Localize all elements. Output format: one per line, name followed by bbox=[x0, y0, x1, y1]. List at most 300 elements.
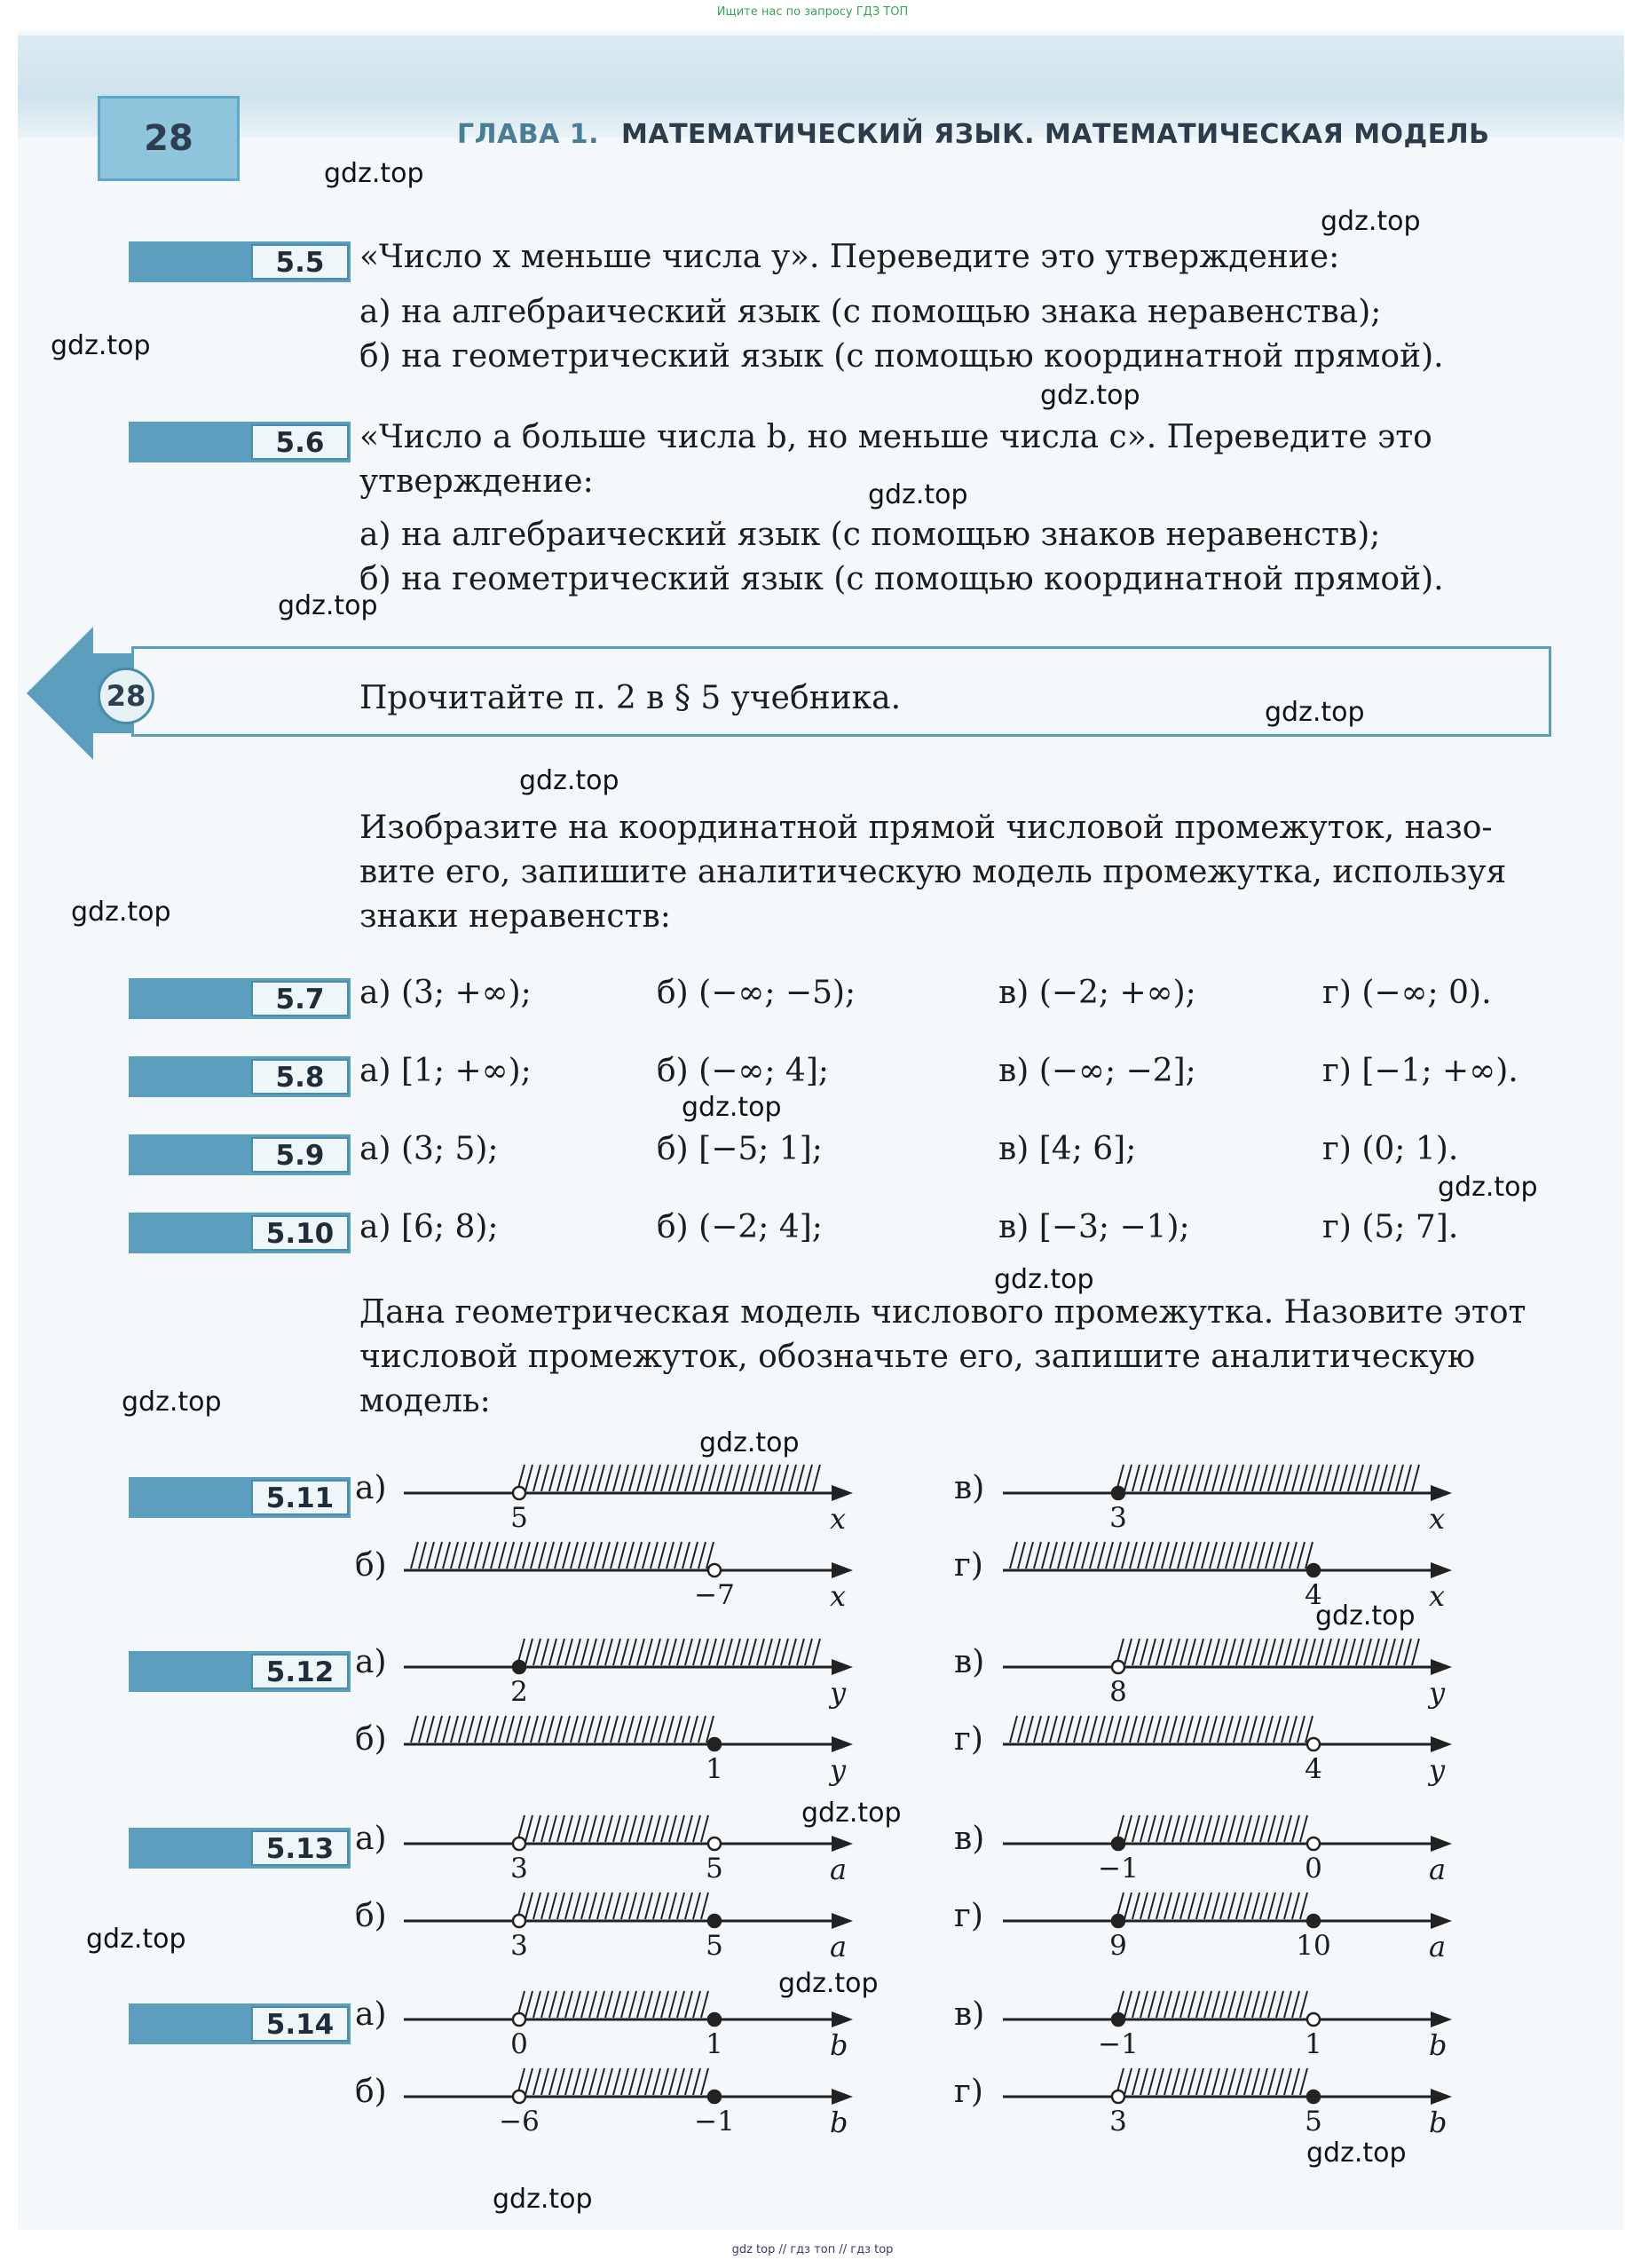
hatch-mark bbox=[1404, 1465, 1411, 1491]
hatch-mark bbox=[1332, 1639, 1339, 1665]
hatch-mark bbox=[1180, 1465, 1187, 1491]
hatch-mark bbox=[1204, 1465, 1211, 1491]
problem-5-5-text: «Число x меньше числа y». Переведите это утверждение: bbox=[359, 239, 1340, 275]
hatch-mark bbox=[565, 1639, 572, 1665]
hatch-mark bbox=[605, 1465, 612, 1491]
hatch-mark bbox=[1156, 2068, 1164, 2095]
problem-number: 5.11 bbox=[251, 1480, 349, 1515]
problem-5-6-text-2: утверждение: bbox=[359, 463, 594, 500]
hatch-mark bbox=[547, 1542, 554, 1569]
tick-label: 5 bbox=[706, 1930, 723, 1962]
hatch-mark bbox=[797, 1639, 804, 1665]
number-line bbox=[1003, 1984, 1464, 2064]
hatch-mark bbox=[597, 2068, 604, 2095]
tick-label: 0 bbox=[1305, 1853, 1322, 1885]
hatch-mark bbox=[773, 1465, 780, 1491]
hatch-mark bbox=[603, 1542, 610, 1569]
hatch-mark bbox=[1252, 1639, 1259, 1665]
closed-point bbox=[1112, 1487, 1124, 1499]
hatch-mark bbox=[677, 1639, 684, 1665]
problem-number: 5.6 bbox=[251, 424, 349, 460]
hatch-mark bbox=[1164, 2068, 1171, 2095]
open-point bbox=[513, 1915, 525, 1927]
hatch-mark bbox=[1148, 1991, 1156, 2018]
hatch-mark bbox=[573, 2068, 580, 2095]
hatch-mark bbox=[1268, 2068, 1275, 2095]
hatch-mark bbox=[1220, 1815, 1227, 1842]
hatch-mark bbox=[797, 1465, 804, 1491]
axis-variable-label: y bbox=[830, 1676, 847, 1710]
hatch-mark bbox=[1196, 1815, 1203, 1842]
open-point bbox=[1307, 1738, 1320, 1750]
hatch-mark bbox=[685, 1465, 692, 1491]
reference-text: Прочитайте п. 2 в § 5 учебника. bbox=[359, 680, 902, 716]
hatch-mark bbox=[515, 1542, 522, 1569]
hatch-mark bbox=[1130, 1542, 1137, 1569]
hatch-mark bbox=[685, 1815, 692, 1842]
hatch-mark bbox=[1098, 1716, 1105, 1742]
item-d: г) (0; 1). bbox=[1322, 1131, 1459, 1167]
hatch-mark bbox=[1274, 1716, 1281, 1742]
problem-5-6-a: а) на алгебраический язык (с помощью знаков неравенств); bbox=[359, 517, 1381, 553]
tick-label: −6 bbox=[499, 2106, 540, 2138]
chapter-title bbox=[457, 119, 1490, 150]
hatch-mark bbox=[1220, 1991, 1227, 2018]
hatch-mark bbox=[1292, 1893, 1299, 1919]
hatch-mark bbox=[1172, 1991, 1179, 2018]
hatch-mark bbox=[1244, 1639, 1251, 1665]
hatch-mark bbox=[1276, 2068, 1283, 2095]
hatch-mark bbox=[749, 1639, 756, 1665]
hatch-mark bbox=[1162, 1542, 1169, 1569]
hatch-mark bbox=[733, 1639, 740, 1665]
instruction-1-line-3: знаки неравенств: bbox=[359, 898, 671, 935]
hatch-mark bbox=[597, 1815, 604, 1842]
hatch-mark bbox=[1146, 1716, 1153, 1742]
open-point bbox=[513, 1487, 525, 1499]
hatch-mark bbox=[1340, 1639, 1347, 1665]
hatch-mark bbox=[1074, 1716, 1081, 1742]
hatch-mark bbox=[685, 2068, 692, 2095]
hatch-mark bbox=[603, 1716, 610, 1742]
hatch-mark bbox=[613, 1893, 620, 1919]
tick-label: 3 bbox=[1109, 2106, 1127, 2138]
problem-label bbox=[129, 1651, 351, 1692]
item-d: г) [−1; +∞). bbox=[1322, 1053, 1519, 1089]
hatch-mark bbox=[451, 1716, 458, 1742]
hatch-mark bbox=[781, 1639, 788, 1665]
axis-variable-label: x bbox=[830, 1579, 847, 1613]
hatch-mark bbox=[765, 1465, 772, 1491]
hatch-mark bbox=[573, 1815, 580, 1842]
hatch-mark bbox=[571, 1542, 578, 1569]
hatch-mark bbox=[541, 1991, 548, 2018]
hatch-mark bbox=[557, 1815, 564, 1842]
hatch-mark bbox=[629, 1815, 636, 1842]
hatch-mark bbox=[1340, 1465, 1347, 1491]
hatch-mark bbox=[427, 1716, 434, 1742]
hatch-mark bbox=[685, 1893, 692, 1919]
hatch-mark bbox=[523, 1542, 530, 1569]
hatch-mark bbox=[661, 1815, 668, 1842]
hatch-mark bbox=[1202, 1716, 1209, 1742]
hatch-mark bbox=[1260, 1893, 1267, 1919]
hatch-mark bbox=[1282, 1542, 1289, 1569]
hatch-mark bbox=[589, 1893, 596, 1919]
tick-label: 3 bbox=[510, 1853, 528, 1885]
hatch-mark bbox=[1140, 1465, 1148, 1491]
problem-number: 5.7 bbox=[251, 981, 349, 1016]
hatch-mark bbox=[1122, 1542, 1129, 1569]
hatch-mark bbox=[645, 2068, 652, 2095]
hatch-mark bbox=[717, 1639, 724, 1665]
hatch-mark bbox=[1252, 1815, 1259, 1842]
watermark: gdz.top bbox=[1265, 697, 1365, 728]
hatch-mark bbox=[1250, 1542, 1257, 1569]
hatch-mark bbox=[1298, 1716, 1305, 1742]
hatch-mark bbox=[1124, 1639, 1132, 1665]
hatch-mark bbox=[541, 1639, 548, 1665]
hatch-mark bbox=[531, 1716, 538, 1742]
hatch-mark bbox=[1122, 1716, 1129, 1742]
item-label: а) bbox=[355, 1470, 387, 1506]
hatch-mark bbox=[1332, 1465, 1339, 1491]
hatch-mark bbox=[1300, 2068, 1307, 2095]
hatch-mark bbox=[1194, 1716, 1201, 1742]
hatch-mark bbox=[525, 1893, 532, 1919]
problem-label bbox=[129, 1134, 351, 1175]
hatch-mark bbox=[629, 1991, 636, 2018]
hatch-mark bbox=[539, 1542, 546, 1569]
hatch-mark bbox=[1132, 1893, 1140, 1919]
hatch-mark bbox=[1292, 1465, 1299, 1491]
hatch-mark bbox=[1220, 2068, 1227, 2095]
hatch-mark bbox=[563, 1716, 570, 1742]
hatch-mark bbox=[467, 1716, 474, 1742]
hatch-mark bbox=[1010, 1716, 1017, 1742]
hatch-mark bbox=[637, 1815, 644, 1842]
hatch-mark bbox=[605, 2068, 612, 2095]
hatch-mark bbox=[1114, 1716, 1121, 1742]
hatch-mark bbox=[667, 1716, 674, 1742]
hatch-mark bbox=[813, 1465, 820, 1491]
hatch-mark bbox=[563, 1542, 570, 1569]
problem-5-5-a: а) на алгебраический язык (с помощью знака неравенства); bbox=[359, 294, 1382, 330]
axis-arrow-icon bbox=[832, 2089, 853, 2105]
hatch-mark bbox=[587, 1542, 594, 1569]
hatch-mark bbox=[1244, 2068, 1251, 2095]
item-label: г) bbox=[954, 1721, 983, 1758]
hatch-mark bbox=[1282, 1716, 1289, 1742]
hatch-mark bbox=[661, 1465, 668, 1491]
hatch-mark bbox=[1252, 2068, 1259, 2095]
hatch-mark bbox=[1276, 1893, 1283, 1919]
hatch-mark bbox=[1388, 1465, 1395, 1491]
hatch-mark bbox=[1162, 1716, 1169, 1742]
hatch-mark bbox=[619, 1716, 626, 1742]
hatch-mark bbox=[1268, 1465, 1275, 1491]
hatch-mark bbox=[1252, 1893, 1259, 1919]
hatch-mark bbox=[565, 1991, 572, 2018]
hatch-mark bbox=[669, 2068, 676, 2095]
hatch-mark bbox=[773, 1639, 780, 1665]
hatch-mark bbox=[587, 1716, 594, 1742]
item-d: г) (−∞; 0). bbox=[1322, 975, 1492, 1011]
watermark: gdz.top bbox=[51, 330, 151, 361]
watermark: gdz.top bbox=[71, 897, 171, 928]
hatch-mark bbox=[1260, 1465, 1267, 1491]
hatch-mark bbox=[1412, 1639, 1419, 1665]
hatch-mark bbox=[1258, 1542, 1265, 1569]
hatch-mark bbox=[1212, 1893, 1219, 1919]
hatch-mark bbox=[589, 1991, 596, 2018]
hatch-mark bbox=[1188, 1893, 1195, 1919]
hatch-mark bbox=[677, 1893, 684, 1919]
hatch-mark bbox=[1292, 2068, 1299, 2095]
hatch-mark bbox=[1124, 1465, 1132, 1491]
item-label: в) bbox=[954, 1470, 985, 1506]
hatch-mark bbox=[1260, 2068, 1267, 2095]
hatch-mark bbox=[1244, 1991, 1251, 2018]
hatch-mark bbox=[581, 1639, 588, 1665]
hatch-mark bbox=[1396, 1465, 1403, 1491]
tick-label: 5 bbox=[510, 1502, 528, 1534]
hatch-mark bbox=[1266, 1716, 1273, 1742]
tick-label: 5 bbox=[1305, 2106, 1322, 2138]
hatch-mark bbox=[645, 1465, 652, 1491]
hatch-mark bbox=[1148, 1639, 1156, 1665]
hatch-mark bbox=[709, 1639, 716, 1665]
watermark: gdz.top bbox=[1438, 1172, 1538, 1203]
hatch-mark bbox=[1124, 2068, 1132, 2095]
hatch-mark bbox=[597, 1465, 604, 1491]
hatch-mark bbox=[757, 1465, 764, 1491]
hatch-mark bbox=[627, 1542, 634, 1569]
item-label: б) bbox=[355, 1547, 387, 1584]
hatch-mark bbox=[451, 1542, 458, 1569]
hatch-mark bbox=[1300, 1465, 1307, 1491]
item-a: а) (3; +∞); bbox=[359, 975, 532, 1011]
hatch-mark bbox=[1290, 1542, 1297, 1569]
hatch-mark bbox=[805, 1639, 812, 1665]
hatch-mark bbox=[690, 1716, 698, 1742]
hatch-mark bbox=[693, 1465, 700, 1491]
hatch-mark bbox=[419, 1716, 426, 1742]
hatch-mark bbox=[661, 1893, 668, 1919]
hatch-mark bbox=[533, 1639, 540, 1665]
hatch-mark bbox=[635, 1716, 642, 1742]
hatch-mark bbox=[1292, 1991, 1299, 2018]
hatch-mark bbox=[581, 1991, 588, 2018]
instruction-2-line-1: Дана геометрическая модель числового промежутка. Назовите этот bbox=[359, 1294, 1526, 1331]
instruction-1-line-1: Изобразите на координатной прямой числовой промежуток, назо- bbox=[359, 810, 1493, 846]
tick-label: 8 bbox=[1109, 1676, 1127, 1708]
axis-variable-label: b bbox=[830, 2028, 848, 2062]
closed-point bbox=[708, 2013, 721, 2026]
hatch-mark bbox=[1140, 1991, 1148, 2018]
page-number: 28 bbox=[98, 96, 240, 181]
hatch-mark bbox=[613, 1991, 620, 2018]
hatch-mark bbox=[1196, 1991, 1203, 2018]
hatch-mark bbox=[555, 1542, 562, 1569]
item-label: б) bbox=[355, 1898, 387, 1934]
problem-number: 5.10 bbox=[251, 1215, 349, 1251]
hatch-mark bbox=[1196, 1639, 1203, 1665]
tick-label: 3 bbox=[1109, 1502, 1127, 1534]
hatch-mark bbox=[1066, 1716, 1073, 1742]
hatch-mark bbox=[1276, 1639, 1283, 1665]
number-line bbox=[404, 1709, 865, 1789]
hatch-mark bbox=[1058, 1542, 1065, 1569]
hatch-mark bbox=[555, 1716, 562, 1742]
hatch-mark bbox=[1290, 1716, 1297, 1742]
tick-label: −1 bbox=[1098, 2028, 1139, 2060]
hatch-mark bbox=[549, 1639, 556, 1665]
hatch-mark bbox=[443, 1716, 450, 1742]
item-c: в) (−∞; −2]; bbox=[998, 1053, 1196, 1089]
hatch-mark bbox=[1074, 1542, 1081, 1569]
tick-label: 9 bbox=[1109, 1930, 1127, 1962]
hatch-mark bbox=[499, 1716, 506, 1742]
item-label: а) bbox=[355, 1644, 387, 1680]
hatch-mark bbox=[1236, 1815, 1243, 1842]
hatch-mark bbox=[557, 1893, 564, 1919]
open-point bbox=[1307, 2013, 1320, 2026]
hatch-mark bbox=[435, 1542, 442, 1569]
open-point bbox=[1112, 2090, 1124, 2103]
hatch-mark bbox=[1228, 2068, 1235, 2095]
hatch-mark bbox=[1164, 1465, 1171, 1491]
open-point bbox=[708, 1837, 721, 1850]
hatch-mark bbox=[629, 2068, 636, 2095]
item-a: а) [1; +∞); bbox=[359, 1053, 532, 1089]
hatch-mark bbox=[565, 1815, 572, 1842]
hatch-mark bbox=[1300, 1815, 1307, 1842]
axis-variable-label: x bbox=[1429, 1502, 1446, 1536]
hatch-mark bbox=[1252, 1465, 1259, 1491]
hatch-mark bbox=[651, 1716, 658, 1742]
axis-arrow-icon bbox=[832, 1736, 853, 1752]
hatch-mark bbox=[717, 1465, 724, 1491]
hatch-mark bbox=[549, 1815, 556, 1842]
hatch-mark bbox=[674, 1716, 682, 1742]
watermark: gdz.top bbox=[1315, 1600, 1416, 1632]
tick-label: 2 bbox=[510, 1676, 528, 1708]
problem-label-5-6 bbox=[129, 422, 351, 462]
hatch-mark bbox=[1090, 1542, 1097, 1569]
hatch-mark bbox=[1180, 1893, 1187, 1919]
watermark: gdz.top bbox=[519, 765, 619, 796]
hatch-mark bbox=[693, 1815, 700, 1842]
tick-label: 5 bbox=[706, 1853, 723, 1885]
hatch-mark bbox=[541, 1893, 548, 1919]
hatch-mark bbox=[1316, 1465, 1323, 1491]
hatch-mark bbox=[573, 1893, 580, 1919]
hatch-mark bbox=[693, 2068, 700, 2095]
hatch-mark bbox=[1226, 1716, 1233, 1742]
hatch-mark bbox=[1260, 1991, 1267, 2018]
hatch-mark bbox=[549, 1893, 556, 1919]
problem-number: 5.5 bbox=[251, 244, 349, 280]
hatch-mark bbox=[1164, 1815, 1171, 1842]
hatch-mark bbox=[1164, 1991, 1171, 2018]
hatch-mark bbox=[1130, 1716, 1137, 1742]
hatch-mark bbox=[597, 1991, 604, 2018]
watermark: gdz.top bbox=[324, 158, 424, 189]
watermark: gdz.top bbox=[994, 1264, 1094, 1295]
hatch-mark bbox=[1018, 1542, 1025, 1569]
hatch-mark bbox=[581, 1815, 588, 1842]
hatch-mark bbox=[674, 1542, 682, 1569]
hatch-mark bbox=[589, 1465, 596, 1491]
hatch-mark bbox=[549, 1991, 556, 2018]
hatch-mark bbox=[1268, 1991, 1275, 2018]
hatch-mark bbox=[1220, 1893, 1227, 1919]
hatch-mark bbox=[1404, 1639, 1411, 1665]
hatch-mark bbox=[613, 2068, 620, 2095]
hatch-mark bbox=[635, 1542, 642, 1569]
hatch-mark bbox=[491, 1716, 498, 1742]
closed-point bbox=[1307, 1564, 1320, 1577]
item-label: г) bbox=[954, 2074, 983, 2110]
hatch-mark bbox=[1348, 1465, 1355, 1491]
hatch-mark bbox=[781, 1465, 788, 1491]
hatch-mark bbox=[619, 1542, 626, 1569]
hatch-mark bbox=[1178, 1542, 1185, 1569]
hatch-mark bbox=[531, 1542, 538, 1569]
hatch-mark bbox=[669, 1465, 676, 1491]
hatch-mark bbox=[741, 1465, 748, 1491]
hatch-mark bbox=[533, 1465, 540, 1491]
hatch-mark bbox=[1260, 1815, 1267, 1842]
open-point bbox=[513, 2013, 525, 2026]
hatch-mark bbox=[1082, 1716, 1089, 1742]
hatch-mark bbox=[621, 1465, 628, 1491]
hatch-mark bbox=[1316, 1639, 1323, 1665]
hatch-mark bbox=[1284, 1991, 1291, 2018]
hatch-mark bbox=[677, 1815, 684, 1842]
hatch-mark bbox=[669, 1991, 676, 2018]
hatch-mark bbox=[709, 1465, 716, 1491]
hatch-mark bbox=[533, 1815, 540, 1842]
hatch-mark bbox=[1266, 1542, 1273, 1569]
closed-point bbox=[1307, 2090, 1320, 2103]
hatch-mark bbox=[629, 1465, 636, 1491]
hatch-mark bbox=[605, 1815, 612, 1842]
hatch-mark bbox=[1212, 2068, 1219, 2095]
item-b: б) [−5; 1]; bbox=[657, 1131, 823, 1167]
hatch-mark bbox=[1132, 1815, 1140, 1842]
hatch-mark bbox=[525, 1991, 532, 2018]
hatch-mark bbox=[661, 1991, 668, 2018]
axis-arrow-icon bbox=[1431, 1659, 1452, 1675]
hatch-mark bbox=[589, 2068, 596, 2095]
hatch-mark bbox=[1276, 1815, 1283, 1842]
axis-arrow-icon bbox=[832, 1659, 853, 1675]
hatch-mark bbox=[1034, 1542, 1041, 1569]
hatch-mark bbox=[1242, 1716, 1249, 1742]
hatch-mark bbox=[1124, 1893, 1132, 1919]
tick-label: 4 bbox=[1305, 1753, 1322, 1785]
hatch-mark bbox=[565, 1465, 572, 1491]
hatch-mark bbox=[1140, 1639, 1148, 1665]
hatch-mark bbox=[523, 1716, 530, 1742]
hatch-mark bbox=[581, 1465, 588, 1491]
hatch-mark bbox=[547, 1716, 554, 1742]
number-line bbox=[404, 1535, 865, 1615]
hatch-mark bbox=[643, 1716, 650, 1742]
hatch-mark bbox=[507, 1542, 514, 1569]
